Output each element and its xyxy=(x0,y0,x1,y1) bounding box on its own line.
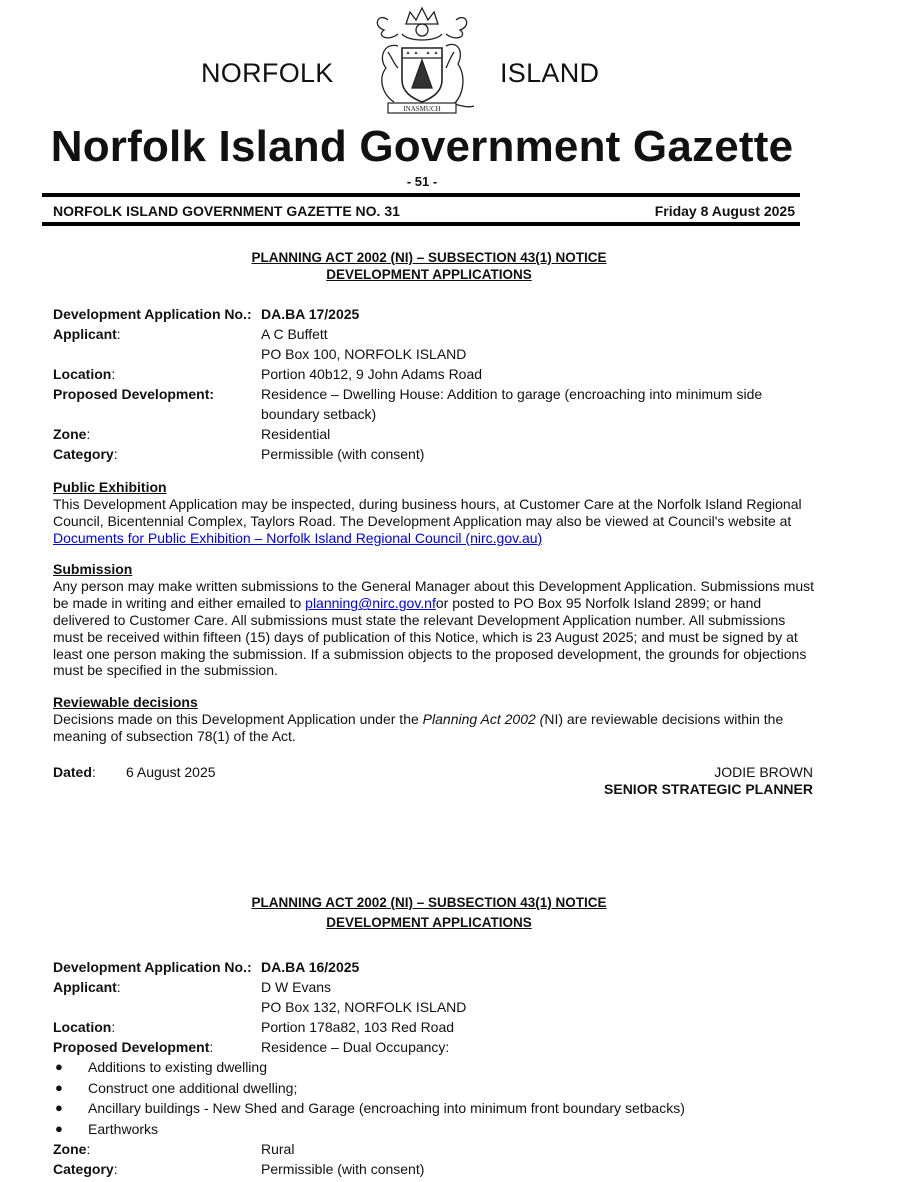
applicant-label: Applicant: xyxy=(53,979,121,995)
field-zone xyxy=(53,1139,815,1159)
field-location xyxy=(53,1017,815,1037)
planning-email-link[interactable]: planning@nirc.gov.nf xyxy=(305,595,436,612)
issue-line xyxy=(53,203,795,219)
field-proposed-development xyxy=(53,1037,815,1057)
location-value: Portion 40b12, 9 John Adams Road xyxy=(261,366,483,382)
field-applicant xyxy=(53,977,815,997)
field-proposed-development xyxy=(53,384,815,424)
header-rule-bottom xyxy=(42,222,800,226)
list-item: ● Earthworks xyxy=(53,1119,815,1140)
notice-heading-da: DEVELOPMENT APPLICATIONS xyxy=(326,267,532,282)
zone-value: Rural xyxy=(261,1141,295,1157)
notice-da-17-2025 xyxy=(53,249,815,798)
location-label: Location: xyxy=(53,1019,116,1035)
proposed-label: Proposed Development: xyxy=(53,386,215,402)
reviewable-decisions-text: Decisions made on this Development Application under the Planning Act 2002 (NI) are reviewable decisions within the meaning of subsection 78(1) of the Act. xyxy=(53,711,784,744)
proposed-value: Residence – Dwelling House: Addition to garage (encroaching into minimum side boundary setback) xyxy=(261,386,763,422)
field-applicant-address xyxy=(53,344,815,364)
page-number: - 51 - xyxy=(406,174,438,189)
proposed-development-list xyxy=(53,1057,815,1139)
issue-label: NORFOLK ISLAND GOVERNMENT GAZETTE NO. 31 xyxy=(53,203,400,219)
applicant-address: PO Box 132, NORFOLK ISLAND xyxy=(261,999,467,1015)
location-label: Location: xyxy=(53,366,116,382)
proposed-value: Residence – Dual Occupancy: xyxy=(261,1039,450,1055)
category-label: Category: xyxy=(53,446,118,462)
bullet-icon: ● xyxy=(55,1100,63,1115)
masthead-island-word: ISLAND xyxy=(500,58,600,88)
field-da-number xyxy=(53,957,815,977)
location-value: Portion 178a82, 103 Red Road xyxy=(261,1019,455,1035)
public-exhibition-link[interactable]: Documents for Public Exhibition – Norfolk Island Regional Council (nirc.gov.au) xyxy=(53,529,543,546)
da-number-value: DA.BA 16/2025 xyxy=(261,959,360,975)
list-item: ● Construct one additional dwelling; xyxy=(53,1078,815,1099)
public-exhibition-heading: Public Exhibition xyxy=(53,479,167,495)
bullet-icon: ● xyxy=(55,1059,63,1074)
field-location xyxy=(53,364,815,384)
category-label: Category: xyxy=(53,1161,118,1177)
applicant-address: PO Box 100, NORFOLK ISLAND xyxy=(261,346,467,362)
signatory-name: JODIE BROWN xyxy=(714,763,813,780)
field-applicant xyxy=(53,324,815,344)
da-number-value: DA.BA 17/2025 xyxy=(261,306,360,322)
dated-label: Dated: xyxy=(53,763,96,780)
list-item: ● Additions to existing dwelling xyxy=(53,1057,815,1078)
category-value: Permissible (with consent) xyxy=(261,446,425,462)
field-applicant-address xyxy=(53,997,815,1017)
notice-heading-da: DEVELOPMENT APPLICATIONS xyxy=(326,915,532,930)
signature-block xyxy=(53,762,815,798)
submission-text: Any person may make written submissions to the General Manager about this Development Application. Submissions must be made in writing and either emailed to planning@nirc.gov.nfor posted to PO Box 95 Norfolk Island 2899; or hand delivered to Customer Care. All submissions must state the relevant Development Application number. All submissions must be received within fifteen (15) days of publication of this Notice, which is 23 August 2025; and must be signed by at least one person making the submission. If a submission objects to the proposed development, the grounds for objections must be specified in the submission. xyxy=(53,578,815,679)
category-value: Permissible (with consent) xyxy=(261,1161,425,1177)
da-number-label: Development Application No.: xyxy=(53,306,252,322)
applicant-name: A C Buffett xyxy=(261,326,328,342)
da-number-label: Development Application No.: xyxy=(53,959,252,975)
field-zone xyxy=(53,424,815,444)
zone-label: Zone: xyxy=(53,426,91,442)
bullet-icon: ● xyxy=(55,1120,63,1136)
signatory-title: SENIOR STRATEGIC PLANNER xyxy=(604,780,813,797)
notice-heading-act: PLANNING ACT 2002 (NI) – SUBSECTION 43(1) NOTICE xyxy=(251,895,607,910)
bullet-icon: ● xyxy=(55,1079,63,1095)
coat-of-arms-icon xyxy=(358,2,486,116)
zone-value: Residential xyxy=(261,426,331,442)
proposed-label: Proposed Development: xyxy=(53,1039,214,1055)
issue-date: Friday 8 August 2025 xyxy=(654,203,795,219)
masthead xyxy=(0,0,900,120)
list-item: ● Ancillary buildings - New Shed and Garage (encroaching into minimum front boundary setbacks) xyxy=(53,1098,815,1119)
masthead-norfolk-word: NORFOLK xyxy=(201,58,334,88)
header-rule-top xyxy=(42,193,800,197)
dated-value: 6 August 2025 xyxy=(126,763,216,780)
reviewable-decisions-heading: Reviewable decisions xyxy=(53,694,198,711)
crest-motto: INASMUCH xyxy=(403,105,441,113)
public-exhibition-text: This Development Application may be inspected, during business hours, at Customer Care at the Norfolk Island Regional Council, Bicentennial Complex, Taylors Road. The Development Application may also be viewed at Council's website at Documents for Public Exhibition – Norfolk Island Regional Council (nirc.gov.au) xyxy=(53,496,802,546)
field-category xyxy=(53,1159,815,1179)
zone-label: Zone: xyxy=(53,1141,91,1157)
submission-heading: Submission xyxy=(53,561,133,578)
notice-da-16-2025 xyxy=(53,893,815,1179)
applicant-name: D W Evans xyxy=(261,979,332,995)
applicant-label: Applicant: xyxy=(53,326,121,342)
field-da-number xyxy=(53,304,815,324)
notice-heading-act: PLANNING ACT 2002 (NI) – SUBSECTION 43(1) NOTICE xyxy=(251,250,607,265)
gazette-title: Norfolk Island Government Gazette xyxy=(50,122,794,171)
field-category xyxy=(53,444,815,464)
